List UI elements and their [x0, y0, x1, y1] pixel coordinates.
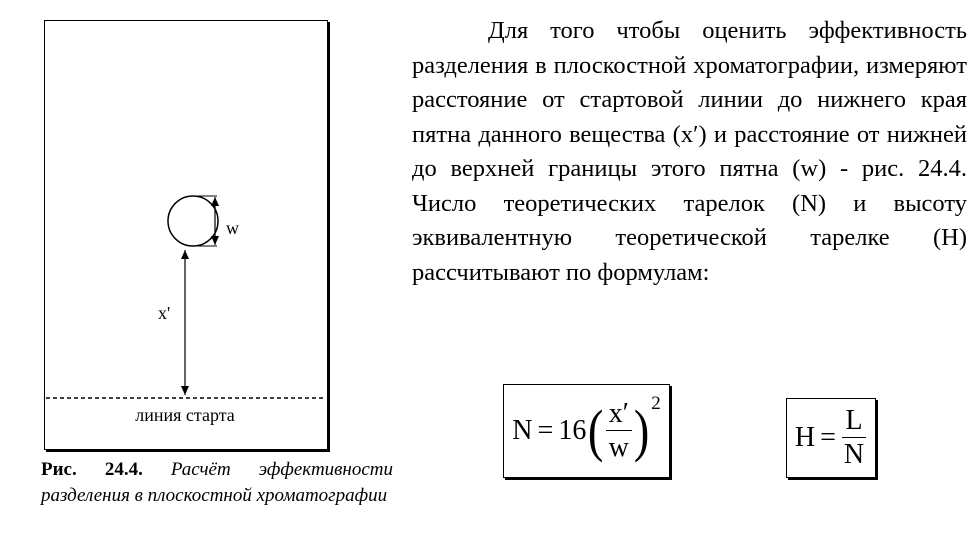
- formula-n-lhs: N: [512, 415, 533, 446]
- left-paren: (: [588, 398, 604, 463]
- formula-n-box: [503, 384, 670, 478]
- formula-n-exponent: 2: [651, 393, 661, 414]
- caption-number: Рис. 24.4.: [41, 459, 143, 480]
- formula-n-eq: =: [537, 415, 554, 446]
- formula-n-numerator: x′: [606, 400, 632, 431]
- formula-h-box: [786, 398, 876, 478]
- formula-n-fraction: [606, 400, 632, 462]
- spot-circle: [168, 196, 218, 246]
- x-label: x': [158, 303, 171, 323]
- right-paren: ): [633, 398, 650, 463]
- formula-n-denominator: w: [608, 432, 629, 463]
- start-line-label: линия старта: [135, 405, 235, 425]
- formula-h-eq: =: [820, 422, 836, 453]
- formula-n-coef: 16: [558, 415, 587, 446]
- w-label: w: [226, 218, 239, 238]
- formula-h-fraction: [841, 407, 867, 469]
- body-paragraph: Для того чтобы оценить эффективность разделения в плоскостной хроматографии, измеряют расстояние от стартовой линии до нижнего края пятна данного вещества (x′) и расстояние от нижней до верхней границы этого пятна (w) - рис. 24.4. Число теоретических тарелок (N) и высоту эквивалентную теоретической тарелке (H) рассчитывают по формулам:: [412, 17, 967, 286]
- formula-h-denominator: N: [843, 439, 865, 470]
- formula-h-numerator: L: [842, 407, 865, 438]
- caption-text: Расчёт эффективности разделения в плоскостной хроматографии: [41, 459, 393, 506]
- figure-caption: [41, 457, 393, 509]
- formula-h-lhs: H: [794, 422, 816, 453]
- plate-diagram: [0, 0, 400, 460]
